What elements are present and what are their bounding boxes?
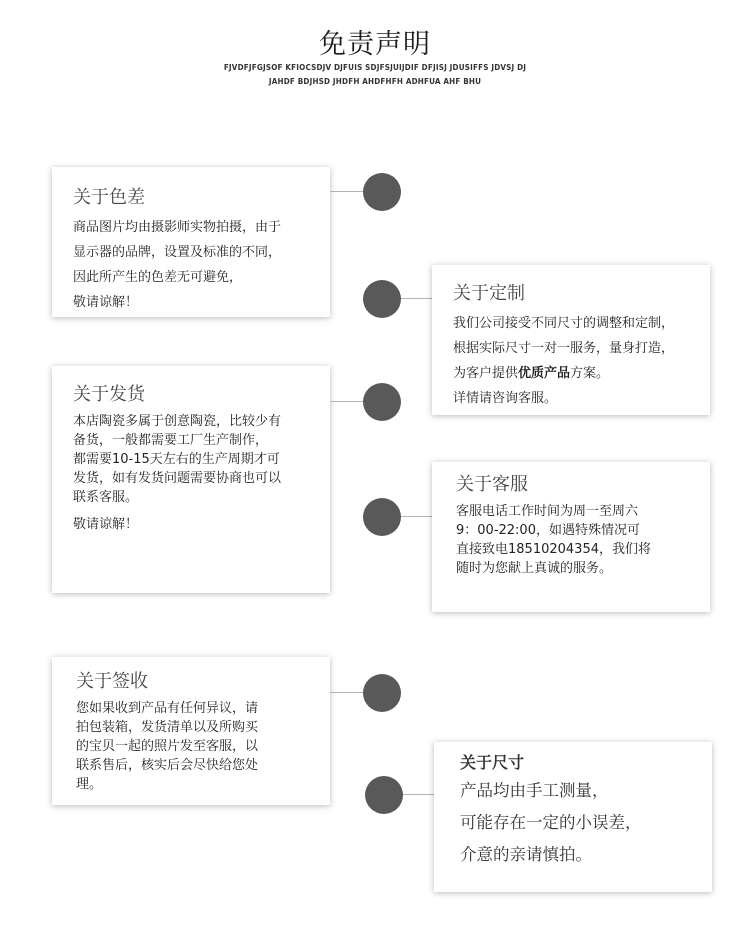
card-text-line: 根据实际尺寸一对一服务，量身打造，	[453, 341, 675, 356]
card-text-line: 直接致电18510204354，我们将	[456, 542, 651, 557]
timeline-dot	[363, 674, 401, 712]
card-text-line: 理。	[76, 777, 103, 792]
connector-line	[330, 191, 366, 192]
card-text-line: 本店陶瓷多属于创意陶瓷，比较少有	[73, 414, 282, 429]
card-text-line: 商品图片均由摄影师实物拍摄，由于	[73, 220, 282, 235]
card-customer-service	[432, 462, 710, 612]
card-shipping	[52, 366, 330, 593]
card-text-line	[453, 361, 710, 386]
timeline-dot	[363, 498, 401, 536]
page-subtitle-line1: FJVDFJFGJSOF KFIOCSDJV DJFUIS SDJFSJUIJDIF DFJISJ JDUSIFFS JDVSJ DJ	[223, 63, 527, 72]
card-text-line: 客服电话工作时间为周一至周六	[456, 504, 639, 519]
card-customization	[432, 265, 710, 415]
card-text-line: 拍包装箱，发货清单以及所购买	[76, 720, 259, 735]
card-size	[434, 742, 712, 892]
connector-line	[398, 516, 432, 517]
card-text-line: 联系售后，核实后会尽快给您处	[76, 758, 259, 773]
card-text-line: 随时为您献上真诚的服务。	[456, 561, 613, 576]
timeline-dot	[363, 383, 401, 421]
page-subtitle-line2: JAHDF BDJHSD JHDFH AHDFHFH ADHFUA AHF BHU	[268, 77, 482, 86]
card-text-line: 我们公司接受不同尺寸的调整和定制，	[453, 316, 675, 331]
text-segment: 方案。	[570, 366, 610, 381]
card-text-line: 可能存在一定的小误差，	[460, 813, 642, 832]
connector-line	[330, 401, 366, 402]
card-text-line: 敬请谅解！	[73, 295, 139, 310]
card-text-line: 9：00-22:00，如遇特殊情况可	[456, 523, 640, 538]
card-text-line: 介意的亲请慎拍。	[460, 845, 592, 864]
timeline-dot	[363, 173, 401, 211]
timeline-dot	[365, 776, 403, 814]
card-heading: 关于定制	[453, 283, 525, 304]
card-heading: 关于尺寸	[460, 753, 525, 772]
card-text-line: 您如果收到产品有任何异议，请	[76, 701, 259, 716]
card-receipt	[52, 657, 330, 805]
card-text-line: 联系客服。	[73, 490, 139, 505]
emphasis-text: 优质产品	[518, 366, 571, 381]
connector-line	[398, 298, 432, 299]
card-text-line: 产品均由手工测量，	[460, 781, 609, 800]
card-text-line: 备货，一般都需要工厂生产制作，	[73, 433, 269, 448]
card-text-line: 的宝贝一起的照片发至客服，以	[76, 739, 259, 754]
connector-line	[330, 692, 366, 693]
card-heading: 关于客服	[456, 474, 528, 495]
card-text-line: 因此所产生的色差无可避免，	[73, 270, 243, 285]
card-closing: 敬请谅解！	[73, 517, 139, 532]
card-heading: 关于发货	[73, 384, 145, 405]
text-segment: 为客户提供	[453, 366, 519, 381]
timeline-dot	[363, 280, 401, 318]
card-text-line: 显示器的品牌，设置及标准的不同，	[73, 245, 282, 260]
card-text-line: 发货，如有发货问题需要协商也可以	[73, 471, 282, 486]
card-text-line: 详情请咨询客服。	[453, 391, 558, 406]
card-heading: 关于色差	[73, 187, 145, 208]
card-color-difference	[52, 167, 330, 317]
card-text-line: 都需要10-15天左右的生产周期才可	[73, 452, 280, 467]
connector-line	[400, 794, 434, 795]
card-heading: 关于签收	[76, 671, 148, 692]
page-title: 免责声明	[319, 29, 431, 60]
